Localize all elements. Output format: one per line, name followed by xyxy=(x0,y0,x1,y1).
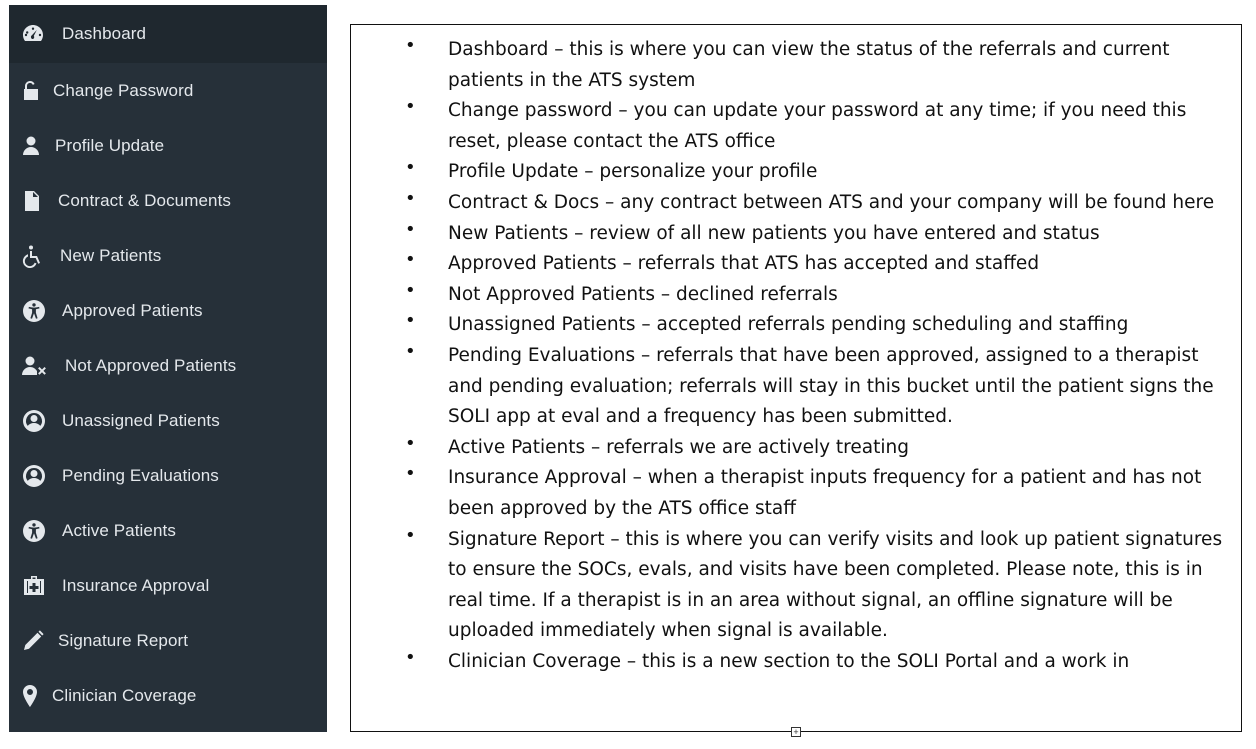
pencil-icon xyxy=(20,628,46,654)
document-text-box xyxy=(350,24,1242,732)
document-icon xyxy=(19,188,45,214)
list-item: • Not Approved Patients – declined referrals xyxy=(351,280,1238,311)
sidebar-item-pending-evaluations[interactable] xyxy=(9,448,327,503)
list-item: • Dashboard – this is where you can view the status of the referrals and current patients in the ATS system xyxy=(351,35,1238,96)
list-item: • Change password – you can update your password at any time; if you need this reset, please contact the ATS office xyxy=(351,96,1238,157)
sidebar-item-new-patients[interactable] xyxy=(9,228,327,283)
medkit-icon xyxy=(21,573,47,599)
sidebar-item-contract-documents[interactable] xyxy=(9,173,327,228)
sidebar-item-label: Profile Update xyxy=(55,135,165,155)
sidebar-item-label: Not Approved Patients xyxy=(65,355,237,375)
wheelchair-icon xyxy=(19,243,45,269)
list-item: • Approved Patients – referrals that ATS has accepted and staffed xyxy=(351,249,1238,280)
list-item: • Contract & Docs – any contract between ATS and your company will be found here xyxy=(351,188,1238,219)
sidebar-item-clinician-coverage[interactable] xyxy=(9,668,327,723)
sidebar-item-signature-report[interactable] xyxy=(9,613,327,668)
sidebar-item-label: Unassigned Patients xyxy=(62,410,220,430)
dashboard-gauge-icon xyxy=(20,21,46,47)
user-circle-icon xyxy=(21,408,47,434)
sidebar-item-label: Signature Report xyxy=(58,630,189,650)
list-item: • Clinician Coverage – this is a new section to the SOLI Portal and a work in xyxy=(351,647,1238,678)
user-circle-icon xyxy=(21,463,47,489)
sidebar-item-label: Dashboard xyxy=(62,24,147,43)
list-item: • Insurance Approval – when a therapist inputs frequency for a patient and has not been approved by the ATS office staff xyxy=(351,463,1238,524)
accessibility-icon xyxy=(21,298,47,324)
sidebar-item-label: Change Password xyxy=(53,80,194,100)
sidebar-nav xyxy=(9,5,327,732)
user-icon xyxy=(18,133,44,159)
list-item: • Active Patients – referrals we are actively treating xyxy=(351,433,1238,464)
user-times-icon xyxy=(21,353,51,379)
sidebar-item-insurance-approval[interactable] xyxy=(9,558,327,613)
sidebar-item-unassigned-patients[interactable] xyxy=(9,393,327,448)
list-item: • Profile Update – personalize your profile xyxy=(351,157,1238,188)
sidebar-item-label: Active Patients xyxy=(62,520,176,540)
resize-handle-icon[interactable]: + xyxy=(791,727,801,737)
map-marker-icon xyxy=(17,683,43,709)
sidebar-item-label: New Patients xyxy=(60,245,162,265)
sidebar-item-label: Insurance Approval xyxy=(62,575,210,595)
sidebar-item-profile-update[interactable] xyxy=(9,118,327,173)
accessibility-icon xyxy=(21,518,47,544)
feature-bullet-list xyxy=(351,35,1238,677)
sidebar-item-dashboard[interactable] xyxy=(9,5,327,63)
sidebar-item-label: Contract & Documents xyxy=(58,190,232,210)
sidebar-item-approved-patients[interactable] xyxy=(9,283,327,338)
unlock-icon xyxy=(18,78,44,104)
sidebar-item-label: Clinician Coverage xyxy=(52,685,197,705)
sidebar-item-label: Pending Evaluations xyxy=(62,465,219,485)
list-item: • New Patients – review of all new patients you have entered and status xyxy=(351,219,1238,250)
sidebar-item-change-password[interactable] xyxy=(9,63,327,118)
list-item: • Unassigned Patients – accepted referrals pending scheduling and staffing xyxy=(351,310,1238,341)
list-item: • Pending Evaluations – referrals that have been approved, assigned to a therapist and pending evaluation; referrals will stay in this bucket until the patient signs the SOLI app at eval and a frequency has been submitted. xyxy=(351,341,1238,433)
sidebar-item-active-patients[interactable] xyxy=(9,503,327,558)
list-item: • Signature Report – this is where you can verify visits and look up patient signatures to ensure the SOCs, evals, and visits have been completed. Please note, this is in real time. If a therapist is in an area without signal, an offline signature will be uploaded immediately when signal is available. xyxy=(351,525,1238,647)
sidebar-item-not-approved-patients[interactable] xyxy=(9,338,327,393)
sidebar-item-label: Approved Patients xyxy=(62,300,203,320)
